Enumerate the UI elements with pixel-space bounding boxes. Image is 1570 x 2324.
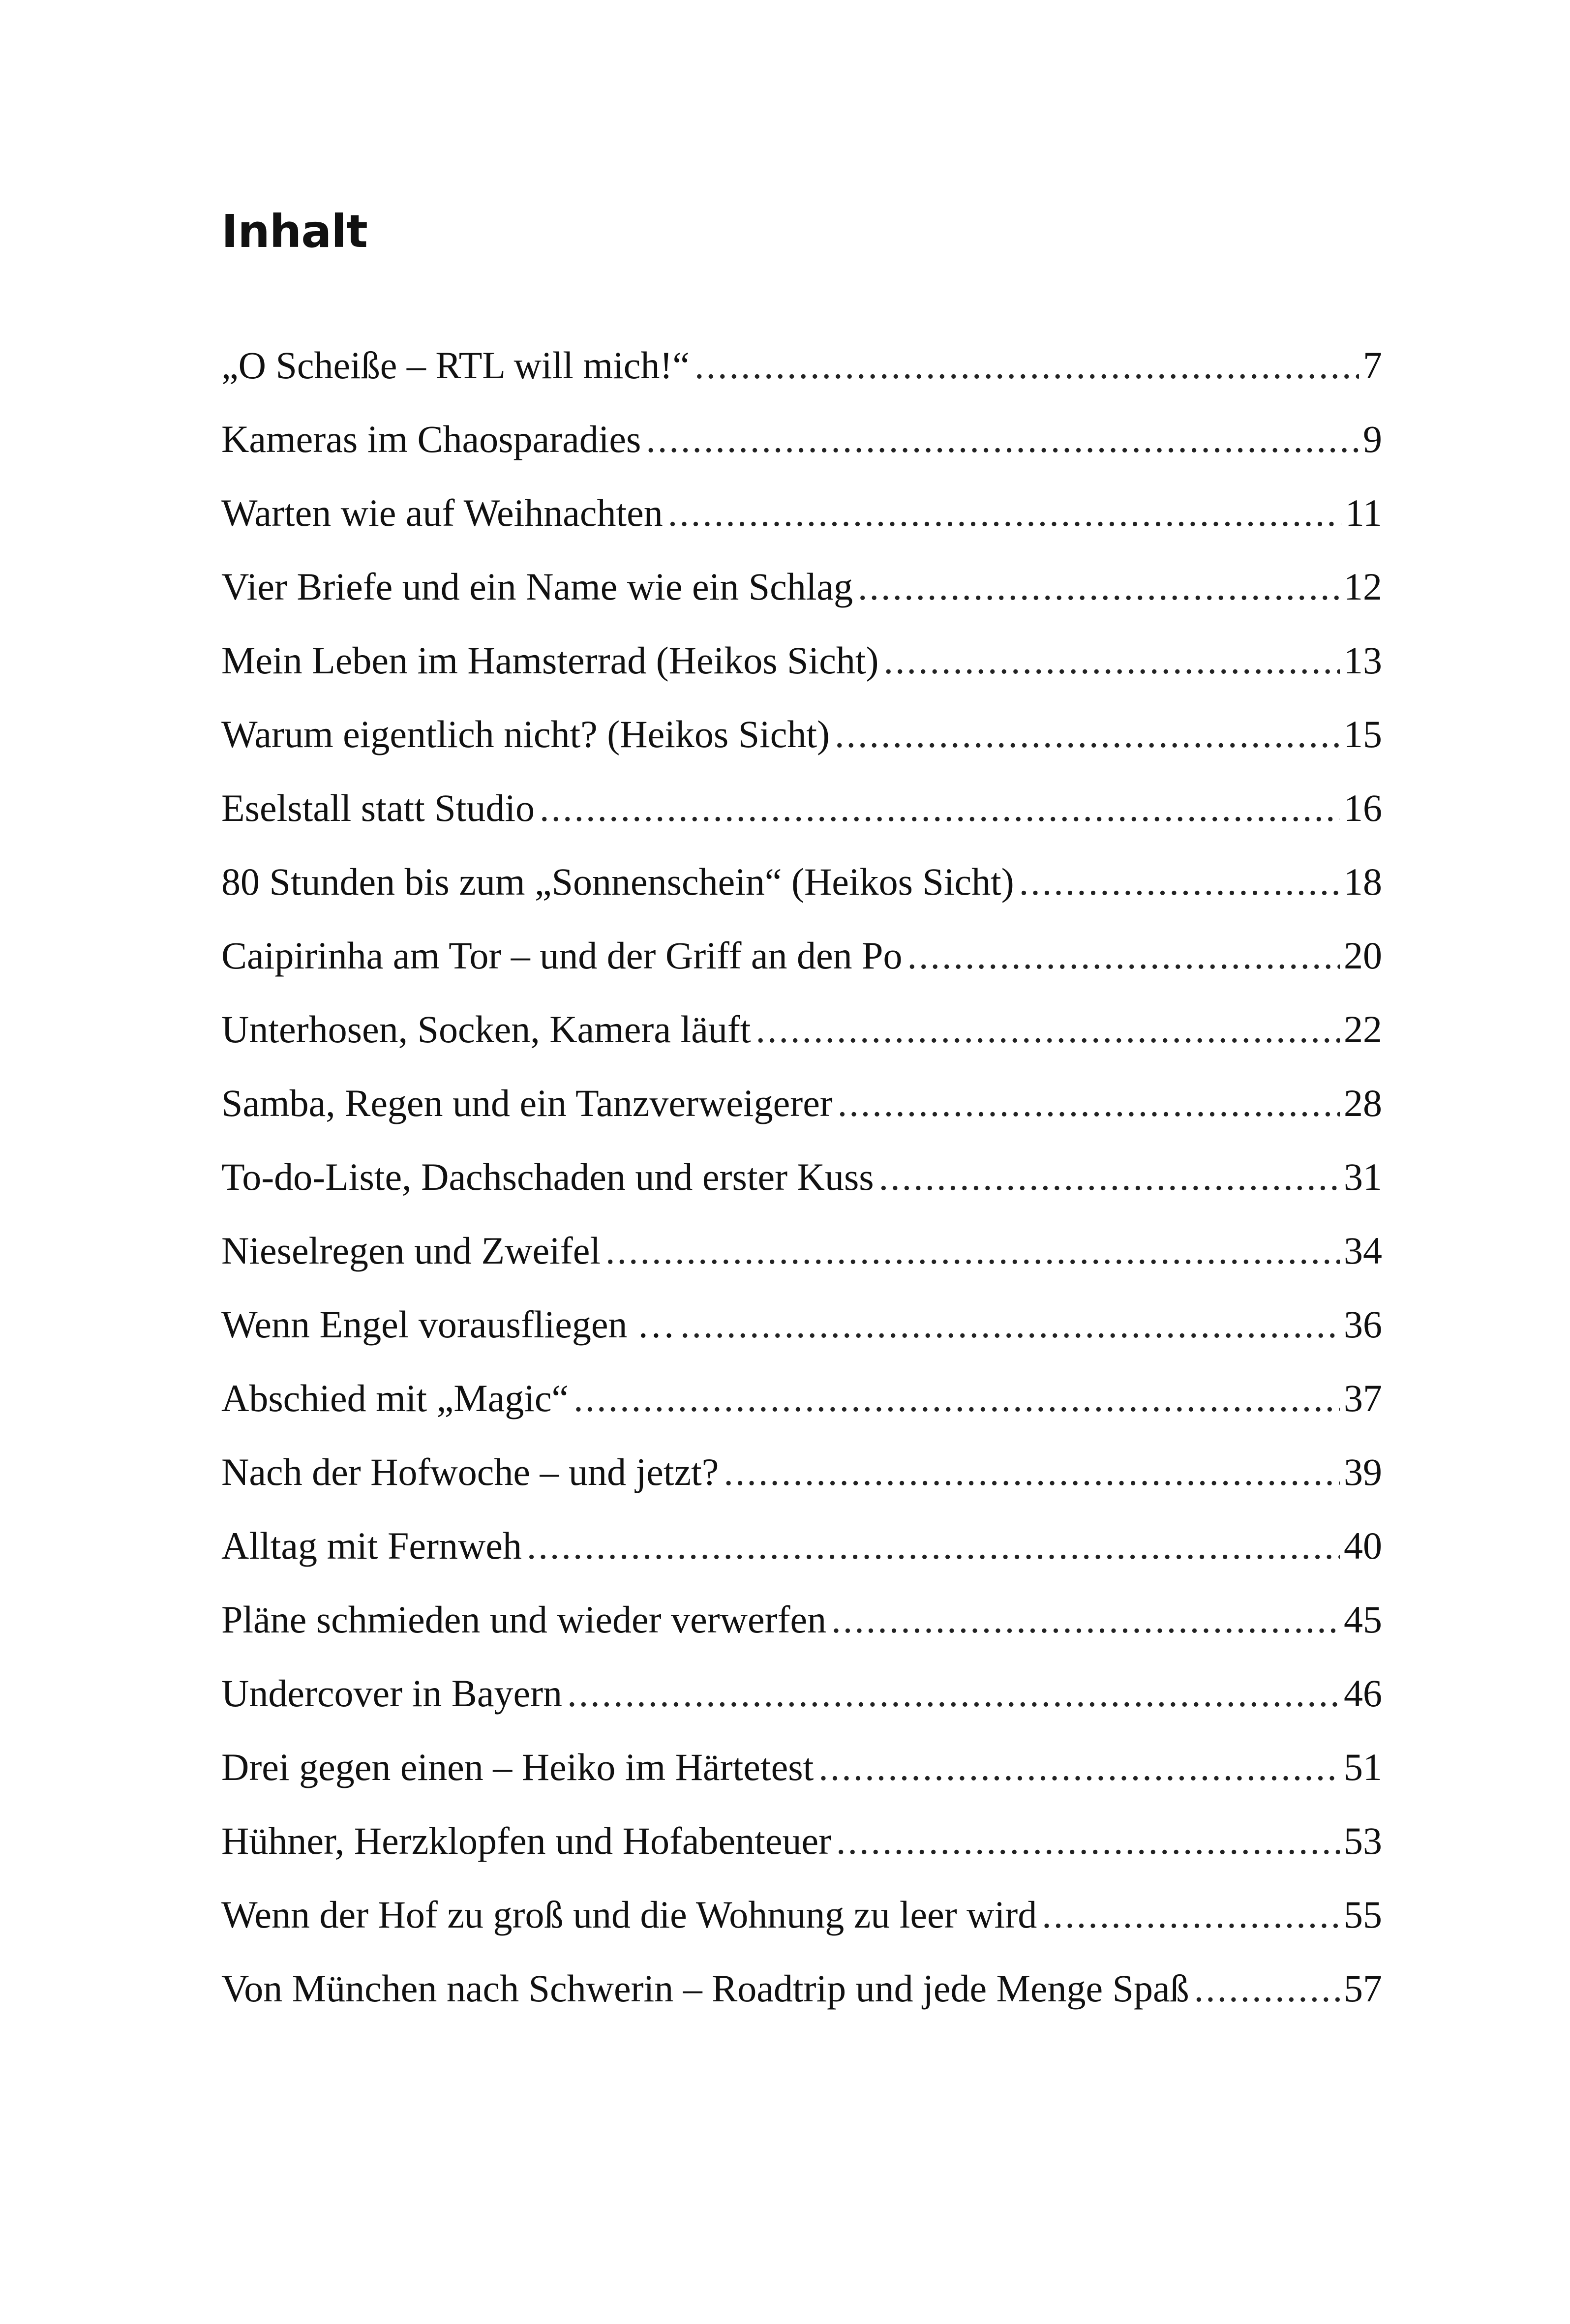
toc-page-number: 51: [1344, 1746, 1382, 1788]
toc-entry-title: Mein Leben im Hamsterrad (Heikos Sicht): [221, 639, 879, 682]
toc-entry: [221, 697, 1382, 771]
toc-entry-title: Eselstall statt Studio: [221, 786, 535, 829]
dot-leader: [1194, 1952, 1340, 2025]
toc-entry-title: Drei gegen einen – Heiko im Härtetest: [221, 1746, 814, 1788]
toc-entry: [221, 919, 1382, 993]
toc-entry: [221, 1583, 1382, 1657]
dot-leader: [755, 993, 1340, 1066]
toc-entry: [221, 1952, 1382, 2025]
dot-leader: [831, 1583, 1340, 1657]
dot-leader: [724, 1435, 1340, 1509]
toc-page-number: 37: [1344, 1377, 1382, 1419]
dot-leader: [1019, 845, 1340, 919]
toc-entry: [221, 1214, 1382, 1288]
toc-entry: [221, 624, 1382, 697]
dot-leader: [527, 1509, 1340, 1583]
dot-leader: [835, 697, 1340, 771]
toc-page-number: 15: [1344, 713, 1382, 755]
toc-entry: [221, 402, 1382, 476]
toc-page-number: 22: [1344, 1008, 1382, 1051]
dot-leader: [605, 1214, 1340, 1288]
toc-entry-title: Samba, Regen und ein Tanzverweigerer: [221, 1082, 833, 1124]
dot-leader: [838, 1066, 1340, 1140]
toc-entry: [221, 845, 1382, 919]
toc-page-number: 46: [1344, 1672, 1382, 1715]
toc-entry-title: Warten wie auf Weihnachten: [221, 491, 663, 534]
toc-entry: [221, 1804, 1382, 1878]
toc-entry-title: Pläne schmieden und wieder verwerfen: [221, 1598, 827, 1641]
toc-page-number: 9: [1363, 418, 1382, 460]
toc-entry-title: Nieselregen und Zweifel: [221, 1229, 601, 1272]
toc-entry-title: Abschied mit „Magic“: [221, 1377, 569, 1419]
toc-entry-title: Undercover in Bayern: [221, 1672, 563, 1715]
dot-leader: [818, 1730, 1340, 1804]
dot-leader: [1042, 1878, 1340, 1952]
toc-page-number: 13: [1344, 639, 1382, 682]
toc-entry: [221, 329, 1382, 402]
toc-entry-title: Von München nach Schwerin – Roadtrip und jede Menge Spaß: [221, 1967, 1189, 2010]
toc-page-number: 28: [1344, 1082, 1382, 1124]
toc-entry-title: To-do-Liste, Dachschaden und erster Kuss: [221, 1155, 874, 1198]
toc-entry-title: Alltag mit Fernweh: [221, 1524, 522, 1567]
dot-leader: [540, 771, 1340, 845]
toc-entry: [221, 1878, 1382, 1952]
toc-entry: [221, 1509, 1382, 1583]
dot-leader: [646, 402, 1359, 476]
toc-page-number: 20: [1344, 934, 1382, 977]
toc-entry-title: 80 Stunden bis zum „Sonnenschein“ (Heikos Sicht): [221, 860, 1014, 903]
toc-entry: [221, 1730, 1382, 1804]
toc-entry: [221, 1657, 1382, 1730]
toc-entry-title: Wenn der Hof zu groß und die Wohnung zu leer wird: [221, 1893, 1037, 1936]
toc-page-number: 34: [1344, 1229, 1382, 1272]
toc-entry-title: Kameras im Chaosparadies: [221, 418, 641, 460]
toc-page-number: 39: [1344, 1450, 1382, 1493]
dot-leader: [836, 1804, 1340, 1878]
toc-page-number: 57: [1344, 1967, 1382, 2010]
toc-entry-title: Nach der Hofwoche – und jetzt?: [221, 1450, 719, 1493]
toc-entry-title: Vier Briefe und ein Name wie ein Schlag: [221, 565, 853, 608]
table-of-contents: [221, 329, 1382, 2025]
toc-heading: Inhalt: [221, 205, 367, 258]
toc-page-number: 53: [1344, 1819, 1382, 1862]
dot-leader: [879, 1140, 1340, 1214]
dot-leader: [883, 624, 1340, 697]
toc-entry: [221, 771, 1382, 845]
toc-entry: [221, 476, 1382, 550]
toc-entry-title: Unterhosen, Socken, Kamera läuft: [221, 1008, 751, 1051]
toc-page-number: 11: [1345, 491, 1382, 534]
toc-page-number: 55: [1344, 1893, 1382, 1936]
toc-entry-title: Wenn Engel vorausfliegen …: [221, 1303, 675, 1346]
toc-page-number: 16: [1344, 786, 1382, 829]
toc-page-number: 40: [1344, 1524, 1382, 1567]
dot-leader: [694, 329, 1359, 402]
toc-entry-title: Warum eigentlich nicht? (Heikos Sicht): [221, 713, 830, 755]
toc-entry-title: „O Scheiße – RTL will mich!“: [221, 344, 690, 387]
dot-leader: [567, 1657, 1340, 1730]
dot-leader: [907, 919, 1340, 993]
toc-entry: [221, 1066, 1382, 1140]
toc-entry: [221, 1361, 1382, 1435]
toc-page-number: 12: [1344, 565, 1382, 608]
toc-entry: [221, 1140, 1382, 1214]
dot-leader: [680, 1288, 1340, 1361]
toc-page-number: 18: [1344, 860, 1382, 903]
dot-leader: [858, 550, 1340, 624]
toc-entry-title: Hühner, Herzklopfen und Hofabenteuer: [221, 1819, 832, 1862]
toc-entry: [221, 993, 1382, 1066]
dot-leader: [574, 1361, 1340, 1435]
toc-entry: [221, 1435, 1382, 1509]
toc-page-number: 31: [1344, 1155, 1382, 1198]
toc-entry-title: Caipirinha am Tor – und der Griff an den Po: [221, 934, 903, 977]
dot-leader: [668, 476, 1341, 550]
toc-entry: [221, 1288, 1382, 1361]
toc-entry: [221, 550, 1382, 624]
toc-page-number: 45: [1344, 1598, 1382, 1641]
toc-page-number: 7: [1363, 344, 1382, 387]
toc-page-number: 36: [1344, 1303, 1382, 1346]
